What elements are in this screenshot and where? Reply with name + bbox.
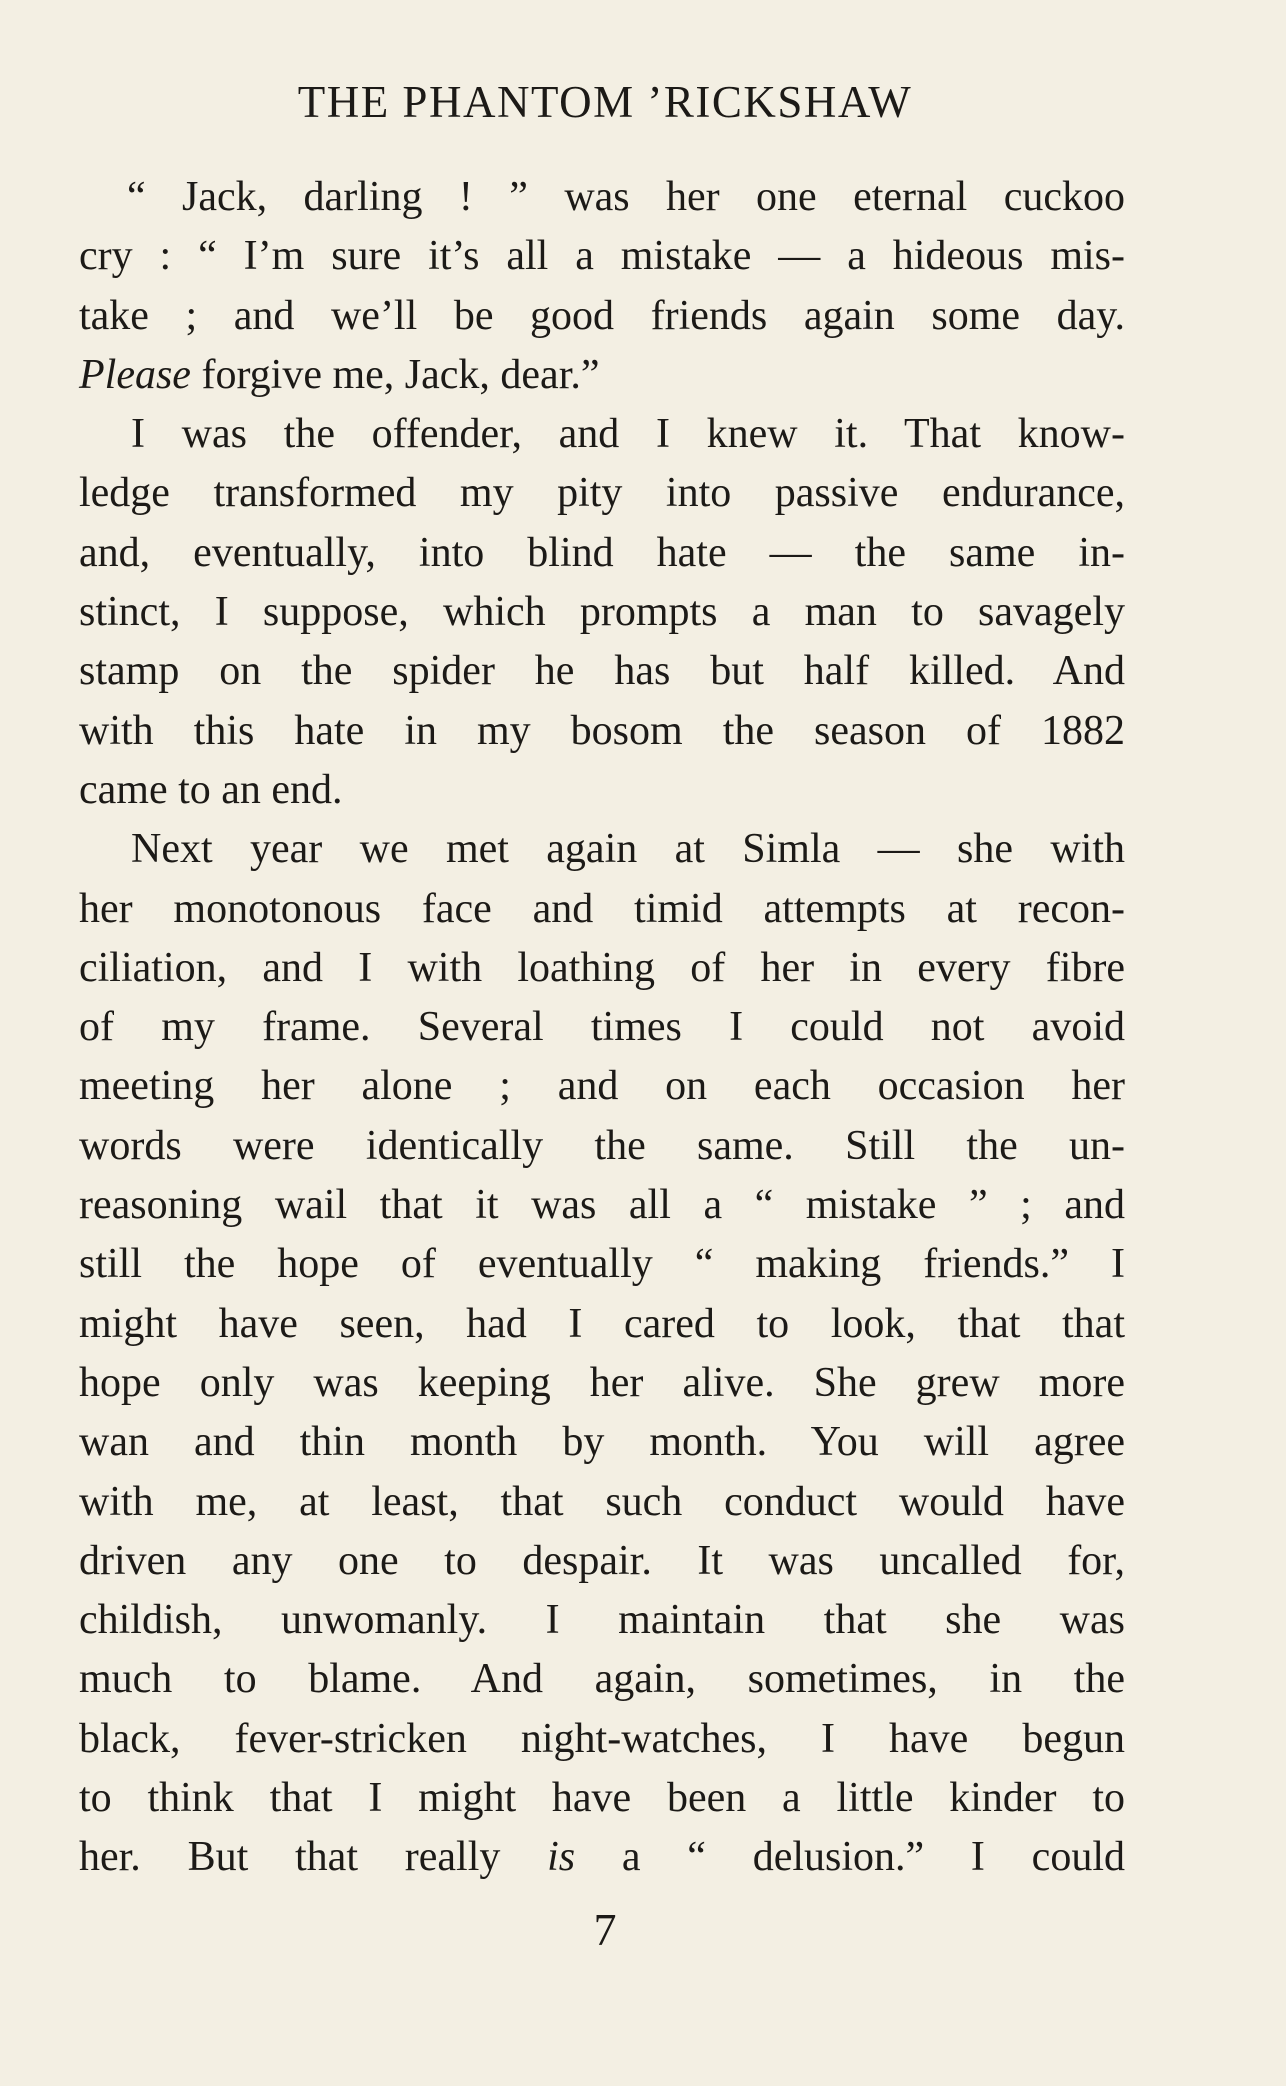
text-line: ledge transformed my pity into passive endurance,	[79, 470, 1125, 517]
text-line: meeting her alone ; and on each occasion her	[79, 1063, 1125, 1110]
text-line: hope only was keeping her alive. She grew more	[79, 1359, 1125, 1406]
text-line: and, eventually, into blind hate — the same in-	[79, 529, 1125, 576]
text-line: black, fever-stricken night-watches, I have begun	[79, 1715, 1125, 1762]
text-line: still the hope of eventually “ making friends.” I	[79, 1241, 1125, 1288]
text-line: came to an end.	[79, 766, 343, 813]
italic-word: Please	[79, 351, 191, 398]
text-line: Next year we met again at Simla — she with	[131, 826, 1125, 873]
text-line: stamp on the spider he has but half killed. And	[79, 648, 1125, 695]
text-line: take ; and we’ll be good friends again some day.	[79, 292, 1125, 339]
text-line: driven any one to despair. It was uncalled for,	[79, 1537, 1125, 1584]
text-line: ciliation, and I with loathing of her in every fibre	[79, 944, 1125, 991]
line-text: forgive me, Jack, dear.”	[190, 351, 600, 398]
text-line: wan and thin month by month. You will agree	[79, 1419, 1125, 1466]
text-line: her monotonous face and timid attempts at recon-	[79, 885, 1125, 932]
text-line: reasoning wail that it was all a “ mistake ” ; and	[79, 1182, 1125, 1229]
text-line	[79, 1828, 1125, 1887]
text-line: childish, unwomanly. I maintain that she was	[79, 1597, 1125, 1644]
text-line: with this hate in my bosom the season of 1882	[79, 707, 1125, 754]
running-head: THE PHANTOM ’RICKSHAW	[297, 77, 913, 127]
text-line: of my frame. Several times I could not avoid	[79, 1004, 1125, 1051]
text-line: to think that I might have been a little kinder to	[79, 1775, 1125, 1822]
italic-word: is	[547, 1834, 576, 1881]
text-line: cry : “ I’m sure it’s all a mistake — a hideous mis-	[79, 233, 1125, 280]
text-line: words were identically the same. Still the un-	[79, 1122, 1125, 1169]
body-text	[79, 168, 1125, 1888]
text-line: stinct, I suppose, which prompts a man to savagely	[79, 589, 1125, 636]
page-number: 7	[593, 1904, 617, 1955]
text-line: might have seen, had I cared to look, that that	[79, 1300, 1125, 1347]
line-text: a “ delusion.” I could	[575, 1834, 1125, 1881]
line-text: her. But that really	[79, 1834, 548, 1881]
text-line: “ Jack, darling ! ” was her one eternal cuckoo	[127, 174, 1125, 220]
text-line: I was the offender, and I knew it. That know-	[131, 411, 1125, 458]
text-line: with me, at least, that such conduct would have	[79, 1478, 1125, 1525]
text-line	[79, 346, 1125, 405]
text-line: much to blame. And again, sometimes, in the	[79, 1656, 1125, 1703]
